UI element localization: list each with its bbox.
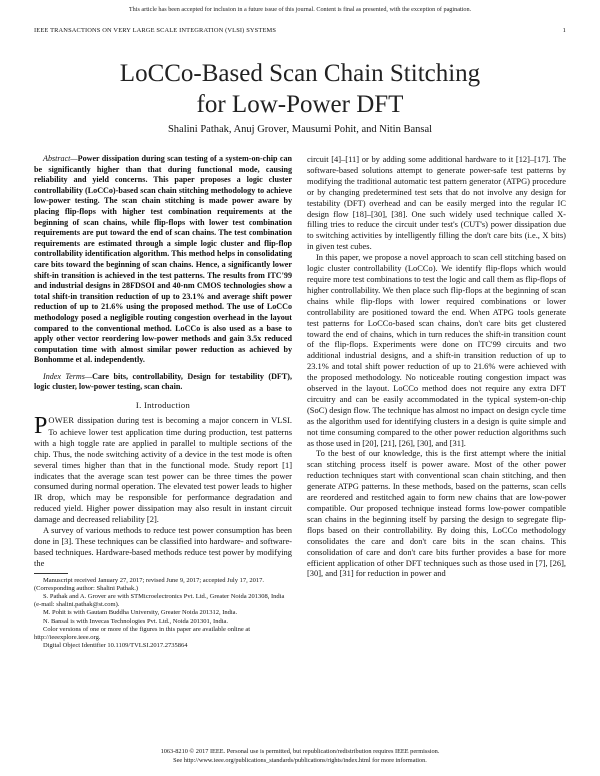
rights-link-line: See http://www.ieee.org/publications_standards/publications/rights/index.html for more information.	[173, 756, 427, 764]
body-paragraph-continued: circuit [4]–[11] or by adding some additional hardware to it [12]–[17]. The software-based solutions attempt to generate power-safe test patterns by modifying the traditional automatic test pattern generator (ATPG) procedure or by changing predetermined test sets that do not involve any design for testability (DFT) overhead and can be easily merged into the regular IC design flow [18]–[30], [38]. One such widely used technique called X-filling tries to reduce the circuit under test's (CUT's) power dissipation due to switching activities by intelligently filling the don't care bits (i.e., X bits) in given test cubes.	[307, 154, 566, 252]
intro-paragraph-1	[34, 412, 292, 525]
footnote-rule	[34, 573, 68, 574]
first-word: OWER	[48, 415, 75, 425]
footnote-color-versions: Color versions of one or more of the figures in this paper are available online at http://ieeexplore.ieee.org.	[34, 625, 251, 642]
footnote-doi: Digital Object Identifier 10.1109/TVLSI.2017.2735864	[43, 642, 188, 650]
index-terms	[34, 372, 292, 393]
footnote-received: Manuscript received January 27, 2017; revised June 9, 2017; accepted July 17, 2017. (Corresponding author: Shalini Pathak.)	[34, 576, 264, 592]
intro-paragraph-1-text: dissipation during test is becoming a major concern in VLSI. To achieve lower test application time during production, test patterns with a high toggle rate are applied in parallel to multiple sections of the chip. Thus, the node switching activity of a device in the test mode is often several times higher than that in the functional mode. Study report [1] indicates that the average scan test power can be three times the power consumed during normal operation. The elevated test power leads to higher IR drop, which may be responsible for performance degradation and reduced yield. Higher power dissipation may also result in instant circuit damage and decreased reliability [2].	[34, 414, 292, 525]
body-paragraph-novelty: To the best of our knowledge, this is the first attempt where the initial scan stitching process itself is power aware. Most of the other power reduction techniques start with conventional scan chain stitching, and then generate ATPG patterns. In these methods, based on the patterns, scan cells are reordered and restitched again to form new chains that are low-power compatible. Our proposed technique instead forms low-power compatible scan chains in the beginning itself by parsing the design to segregate flip-flops based on their controllability. By doing this, LoCCo methodology consolidates the care and don't care bits in the scan chains. This consolidation of care and don't care bits further provides a base for more efficient application of other DFT techniques such as those used in [7], [26], [30], and [31] for reduction in power and	[307, 448, 566, 579]
acceptance-notice: This article has been accepted for inclusion in a future issue of this journal. Content is final as presented, with the exception of pagination.	[128, 6, 472, 13]
paper-title	[0, 58, 600, 120]
title-line-1: LoCCo-Based Scan Chain Stitching	[119, 60, 481, 87]
intro-paragraph-2: A survey of various methods to reduce test power consumption has been done in [3]. These techniques can be classified into hardware- and software-based techniques. Hardware-based methods reduce test power by modifying the	[34, 525, 292, 568]
copyright-line: 1063-8210 © 2017 IEEE. Personal use is permitted, but republication/redistribution requires IEEE permission.	[160, 748, 440, 755]
page-number: 1	[562, 27, 566, 34]
left-column	[34, 154, 292, 650]
abstract-text: Power dissipation during scan testing of a system-on-chip can be significantly higher than that during functional mode, causing reliability and yield concerns. This paper proposes a logic cluster controllability (LoCCo)-based scan chain stitching methodology to achieve low-power testing. The scan chain stitching is made power aware by placing flip-flops with higher test combination requirements at the beginning of scan chains, while flip-flops with lower test combination requirements are put toward the end of scan chains. The test combination requirements are estimated through a simple logic cluster and flip-flop controllability identification algorithm. This method helps in consolidating care bits toward the beginning of scan chains. Hence, a significantly lower shift-in transition is achieved in the test patterns. The results from ITC'99 and industrial designs in 28FDSOI and 40-nm CMOS technologies show a total shift-in transition reduction of up to 23.1% and average shift power reduction of up to 21.6% using the proposed method. The use of LoCCo methodology posed a negligible routing congestion overhead in the layout compared to the conventional method. LoCCo is also used as a base to apply other vector reordering low-power methods and gain 3.5x reduced computation time with almost similar power reduction as achieved by Bonhomme et al. independently.	[34, 154, 292, 365]
footnote-affiliation-3: N. Bansal is with Invecas Technologies Pvt. Ltd., Noida 201301, India.	[43, 617, 229, 625]
right-column	[307, 154, 566, 579]
author-list: Shalini Pathak, Anuj Grover, Mausumi Pohit, and Nitin Bansal	[167, 124, 433, 135]
copyright-footer	[0, 748, 600, 765]
journal-name: IEEE TRANSACTIONS ON VERY LARGE SCALE INTEGRATION (VLSI) SYSTEMS	[34, 27, 277, 34]
abstract	[34, 154, 292, 366]
drop-cap: P	[34, 412, 48, 439]
index-terms-text: Care bits, controllability, Design for testability (DFT), logic cluster, low-power testing, scan chain.	[34, 371, 292, 392]
section-heading-introduction: I. Introduction	[135, 400, 191, 411]
abstract-label: Abstract—	[43, 154, 78, 163]
footnote-affiliation-1: S. Pathak and A. Grover are with STMicroelectronics Pvt. Ltd., Greater Noida 201308, India (e-mail: shalini.pathak@st.com).	[34, 593, 285, 609]
running-head	[34, 27, 566, 34]
index-terms-label: Index Terms—	[43, 371, 93, 381]
footnote-affiliation-2: M. Pohit is with Gautam Buddha University, Greater Noida 201312, India.	[43, 609, 238, 617]
body-paragraph-proposal: In this paper, we propose a novel approach to scan cell stitching based on logic cluster controllability (LoCCo). We identify flip-flops which would require more test combinations to test the logic and call them as flip-flops of higher controllability. We then place such flip-flops at the beginning of scan chains while flip-flops with lower required combinations or lower controllability are positioned toward the end. When ATPG tools generate test patterns for LoCCo-based scan chains, don't care bits get clustered toward the end of chains, which in turn reduces the shift-in transition count of the flip-flops. Experiments were done on ITC'99 circuits and two additional industrial designs, and a shift-in transition reduction of up to 23.1% and total shift power reduction of up to 21.6% were achieved with the proposed methodology. No noticeable routing congestion impact was observed in the layout. LoCCo method does not require any extra DFT circuitry and can be easily accommodated in the typical system-on-chip (SoC) design flow. The technique has almost no impact on design cycle time as the algorithm used for identifying clusters in a design is quite simple and not time consuming compared to the other power reduction algorithms such as those used in [20], [21], [26], [30], and [31].	[307, 252, 566, 448]
title-line-2: for Low-Power DFT	[196, 91, 404, 118]
